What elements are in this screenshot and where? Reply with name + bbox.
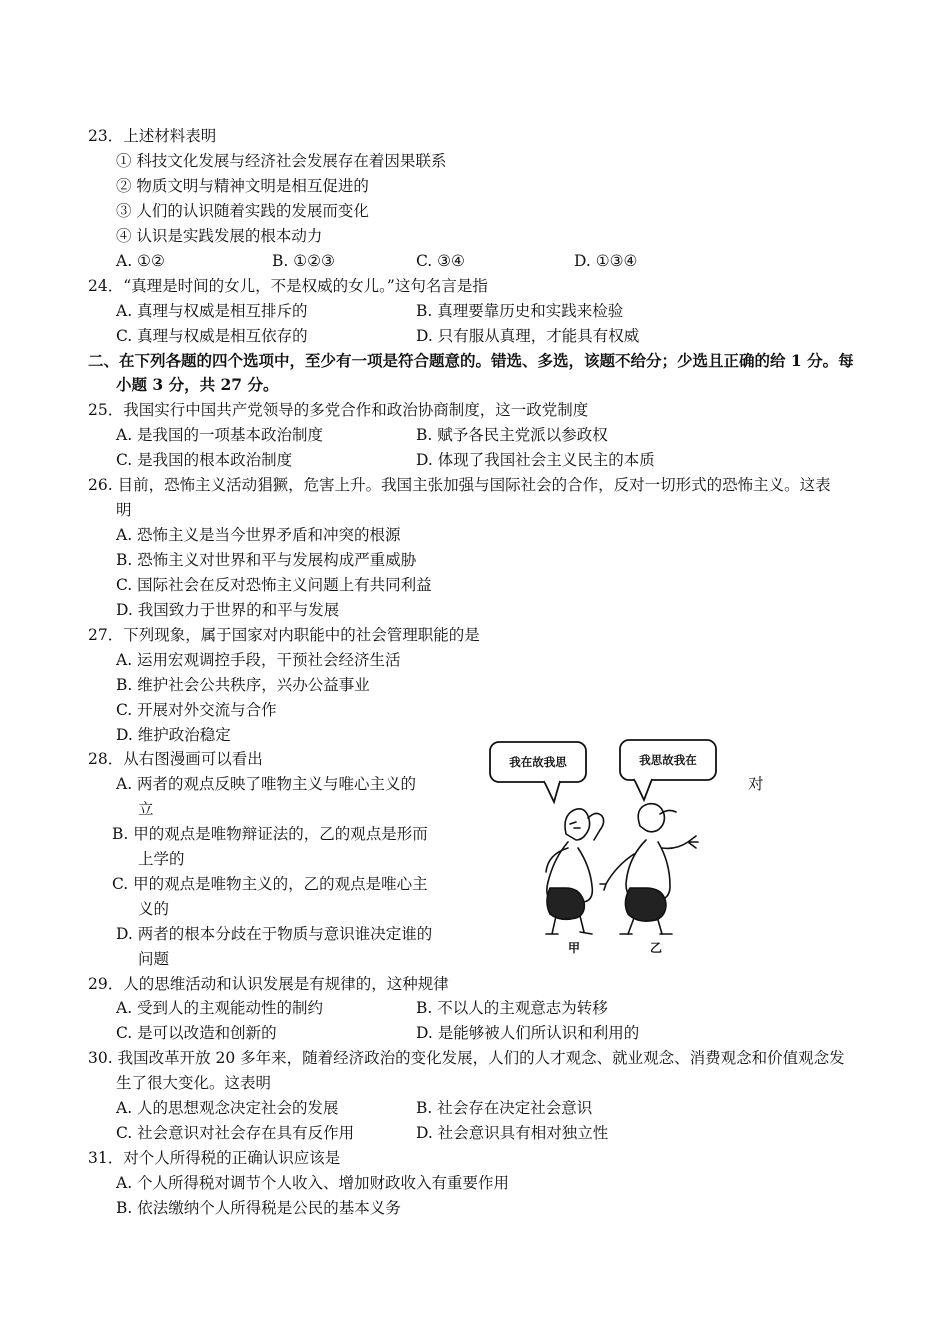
q23-option-a: A. ①② <box>116 252 165 270</box>
q28-option-a-tail: 对 <box>748 775 764 793</box>
q23-option-d: D. ①③④ <box>574 252 638 270</box>
q31-option-b: B. 依法缴纳个人所得税是公民的基本义务 <box>116 1199 401 1217</box>
q23-option-c: C. ③④ <box>416 252 465 270</box>
q27-option-b: B. 维护社会公共秩序，兴办公益事业 <box>116 676 370 694</box>
q28-option-b-line1: B. 甲的观点是唯物辩证法的，乙的观点是形而 <box>112 825 428 843</box>
q26-stem-line2: 明 <box>116 501 132 519</box>
q30-stem-line2: 生了很大变化。这表明 <box>116 1074 272 1092</box>
section2-heading-line2: 小题 3 分，共 27 分。 <box>116 375 279 394</box>
q29-option-c: C. 是可以改造和创新的 <box>116 1024 277 1042</box>
q30-stem-line1: 30. 我国改革开放 20 多年来，随着经济政治的变化发展，人们的人才观念、就业观念、消费观念和价值观念发 <box>88 1049 845 1067</box>
label-yi: 乙 <box>649 941 663 955</box>
q29-option-a: A. 受到人的主观能动性的制约 <box>116 999 324 1017</box>
q24-stem: 24．“真理是时间的女儿，不是权威的女儿。”这句名言是指 <box>88 277 488 295</box>
q24-option-a: A. 真理与权威是相互排斥的 <box>116 302 308 320</box>
label-jia: 甲 <box>567 941 581 955</box>
q27-option-a: A. 运用宏观调控手段，干预社会经济生活 <box>116 651 401 669</box>
q28-option-d-line2: 问题 <box>138 950 170 968</box>
q26-option-d: D. 我国致力于世界的和平与发展 <box>116 601 340 619</box>
q25-option-c: C. 是我国的根本政治制度 <box>116 451 293 469</box>
q30-option-a: A. 人的思想观念决定社会的发展 <box>116 1099 339 1117</box>
q23-item-3: ③ 人们的认识随着实践的发展而变化 <box>116 202 369 220</box>
q26-option-a: A. 恐怖主义是当今世界矛盾和冲突的根源 <box>116 526 401 544</box>
q25-option-b: B. 赋予各民主党派以参政权 <box>416 426 608 444</box>
q26-option-c: C. 国际社会在反对恐怖主义问题上有共同利益 <box>116 576 432 594</box>
figure-jia <box>546 809 604 934</box>
q31-option-a: A. 个人所得税对调节个人收入、增加财政收入有重要作用 <box>116 1174 510 1192</box>
q23-item-4: ④ 认识是实践发展的根本动力 <box>116 227 323 245</box>
q23-stem: 23．上述材料表明 <box>88 127 217 145</box>
q29-stem: 29．人的思维活动和认识发展是有规律的，这种规律 <box>88 975 449 993</box>
q23-option-b: B. ①②③ <box>272 252 335 270</box>
q28-option-c-line2: 义的 <box>138 900 170 918</box>
q24-option-b: B. 真理要靠历史和实践来检验 <box>416 302 624 320</box>
q29-option-d: D. 是能够被人们所认识和利用的 <box>416 1024 640 1042</box>
q27-option-c: C. 开展对外交流与合作 <box>116 701 277 719</box>
q30-option-d: D. 社会意识具有相对独立性 <box>416 1124 609 1142</box>
q28-option-d-line1: D. 两者的根本分歧在于物质与意识谁决定谁的 <box>116 925 433 943</box>
q25-stem: 25．我国实行中国共产党领导的多党合作和政治协商制度，这一政党制度 <box>88 401 589 419</box>
q28-option-c-line1: C. 甲的观点是唯物主义的，乙的观点是唯心主 <box>112 875 428 893</box>
q28-option-a-line2: 立 <box>138 800 154 818</box>
q26-option-b: B. 恐怖主义对世界和平与发展构成严重威胁 <box>116 551 417 569</box>
speech-bubble-left <box>490 742 586 802</box>
bubble-left-text: 我在故我思 <box>509 755 567 769</box>
q27-stem: 27．下列现象，属于国家对内职能中的社会管理职能的是 <box>88 626 480 644</box>
q27-option-d: D. 维护政治稳定 <box>116 726 231 744</box>
q31-stem: 31．对个人所得税的正确认识应该是 <box>88 1149 341 1167</box>
q25-option-a: A. 是我国的一项基本政治制度 <box>116 426 324 444</box>
q30-option-b: B. 社会存在决定社会意识 <box>416 1099 593 1117</box>
section2-heading-line1: 二、在下列各题的四个选项中，至少有一项是符合题意的。错选、多选，该题不给分；少选且正确的给 1 分。每 <box>88 351 854 370</box>
q28-option-a-line1: A. 两者的观点反映了唯物主义与唯心主义的 <box>116 775 417 793</box>
q30-option-c: C. 社会意识对社会存在具有反作用 <box>116 1124 355 1142</box>
q25-option-d: D. 体现了我国社会主义民主的本质 <box>416 451 655 469</box>
q28-stem: 28．从右图漫画可以看出 <box>88 750 263 768</box>
q23-item-1: ① 科技文化发展与经济社会发展存在着因果联系 <box>116 152 447 170</box>
q28-option-b-line2: 上学的 <box>138 850 185 868</box>
q23-item-2: ② 物质文明与精神文明是相互促进的 <box>116 177 369 195</box>
q24-option-d: D. 只有服从真理，才能具有权威 <box>416 327 640 345</box>
q24-option-c: C. 真理与权威是相互依存的 <box>116 327 308 345</box>
speech-bubble-right <box>620 740 716 800</box>
bubble-right-text: 我思故我在 <box>639 753 697 767</box>
q29-option-b: B. 不以人的主观意志为转移 <box>416 999 608 1017</box>
figure-yi <box>600 804 698 934</box>
q26-stem-line1: 26. 目前，恐怖主义活动猖獗，危害上升。我国主张加强与国际社会的合作，反对一切形式的恐怖主义。这表 <box>88 476 831 494</box>
q28-cartoon <box>484 738 730 960</box>
